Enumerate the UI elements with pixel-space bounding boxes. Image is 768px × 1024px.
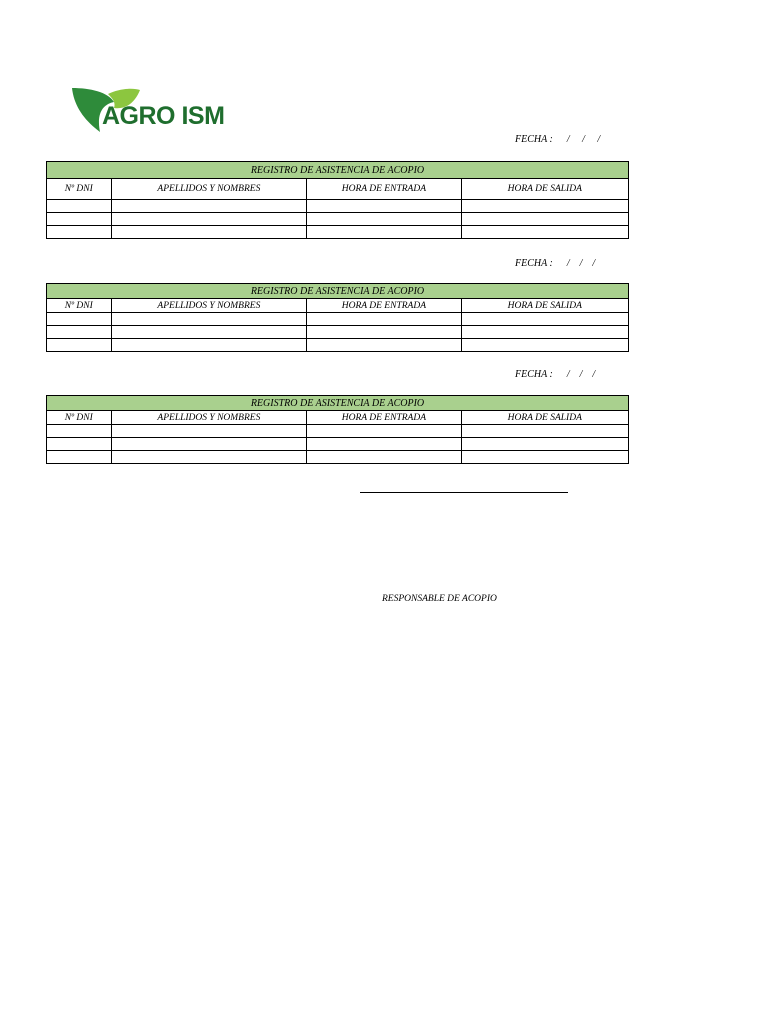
nombres-cell[interactable] xyxy=(111,226,307,239)
table-row xyxy=(47,339,629,352)
logo-text: AGRO ISM xyxy=(102,102,225,130)
dni-cell[interactable] xyxy=(47,326,112,339)
dni-cell[interactable] xyxy=(47,451,112,464)
table-title: REGISTRO DE ASISTENCIA DE ACOPIO xyxy=(47,396,629,411)
dni-cell[interactable] xyxy=(47,425,112,438)
table-title: REGISTRO DE ASISTENCIA DE ACOPIO xyxy=(47,284,629,299)
salida-cell[interactable] xyxy=(461,339,628,352)
salida-cell[interactable] xyxy=(461,425,628,438)
table-row xyxy=(47,313,629,326)
nombres-cell[interactable] xyxy=(111,339,307,352)
salida-cell[interactable] xyxy=(461,326,628,339)
dni-cell[interactable] xyxy=(47,438,112,451)
column-header-salida: HORA DE SALIDA xyxy=(461,411,628,425)
column-header-dni: Nº DNI xyxy=(47,411,112,425)
dni-cell[interactable] xyxy=(47,313,112,326)
column-header-dni: Nº DNI xyxy=(47,179,112,200)
table-row xyxy=(47,438,629,451)
column-header-salida: HORA DE SALIDA xyxy=(461,179,628,200)
column-header-entrada: HORA DE ENTRADA xyxy=(307,411,461,425)
column-header-nombres: APELLIDOS Y NOMBRES xyxy=(111,299,307,313)
salida-cell[interactable] xyxy=(461,438,628,451)
signature-line xyxy=(360,492,568,493)
agro-ism-logo xyxy=(70,86,260,136)
entrada-cell[interactable] xyxy=(307,226,461,239)
fecha-label-3: FECHA : / / / xyxy=(515,369,596,380)
salida-cell[interactable] xyxy=(461,226,628,239)
nombres-cell[interactable] xyxy=(111,438,307,451)
column-header-entrada: HORA DE ENTRADA xyxy=(307,299,461,313)
signature-label: RESPONSABLE DE ACOPIO xyxy=(382,594,497,604)
table-row xyxy=(47,226,629,239)
nombres-cell[interactable] xyxy=(111,425,307,438)
table-row xyxy=(47,200,629,213)
column-header-nombres: APELLIDOS Y NOMBRES xyxy=(111,179,307,200)
salida-cell[interactable] xyxy=(461,200,628,213)
entrada-cell[interactable] xyxy=(307,213,461,226)
salida-cell[interactable] xyxy=(461,213,628,226)
nombres-cell[interactable] xyxy=(111,313,307,326)
attendance-table-2 xyxy=(46,283,629,352)
entrada-cell[interactable] xyxy=(307,326,461,339)
entrada-cell[interactable] xyxy=(307,339,461,352)
dni-cell[interactable] xyxy=(47,200,112,213)
table-title: REGISTRO DE ASISTENCIA DE ACOPIO xyxy=(47,162,629,179)
entrada-cell[interactable] xyxy=(307,313,461,326)
column-header-entrada: HORA DE ENTRADA xyxy=(307,179,461,200)
entrada-cell[interactable] xyxy=(307,438,461,451)
column-header-nombres: APELLIDOS Y NOMBRES xyxy=(111,411,307,425)
fecha-label-1: FECHA : / / / xyxy=(515,134,601,145)
entrada-cell[interactable] xyxy=(307,200,461,213)
table-row xyxy=(47,425,629,438)
table-row xyxy=(47,326,629,339)
table-row xyxy=(47,213,629,226)
dni-cell[interactable] xyxy=(47,226,112,239)
dni-cell[interactable] xyxy=(47,339,112,352)
column-header-dni: Nº DNI xyxy=(47,299,112,313)
nombres-cell[interactable] xyxy=(111,326,307,339)
attendance-table-3 xyxy=(46,395,629,464)
salida-cell[interactable] xyxy=(461,313,628,326)
salida-cell[interactable] xyxy=(461,451,628,464)
table-row xyxy=(47,451,629,464)
nombres-cell[interactable] xyxy=(111,451,307,464)
entrada-cell[interactable] xyxy=(307,425,461,438)
entrada-cell[interactable] xyxy=(307,451,461,464)
column-header-salida: HORA DE SALIDA xyxy=(461,299,628,313)
nombres-cell[interactable] xyxy=(111,200,307,213)
dni-cell[interactable] xyxy=(47,213,112,226)
nombres-cell[interactable] xyxy=(111,213,307,226)
fecha-label-2: FECHA : / / / xyxy=(515,258,596,269)
attendance-table-1 xyxy=(46,161,629,239)
